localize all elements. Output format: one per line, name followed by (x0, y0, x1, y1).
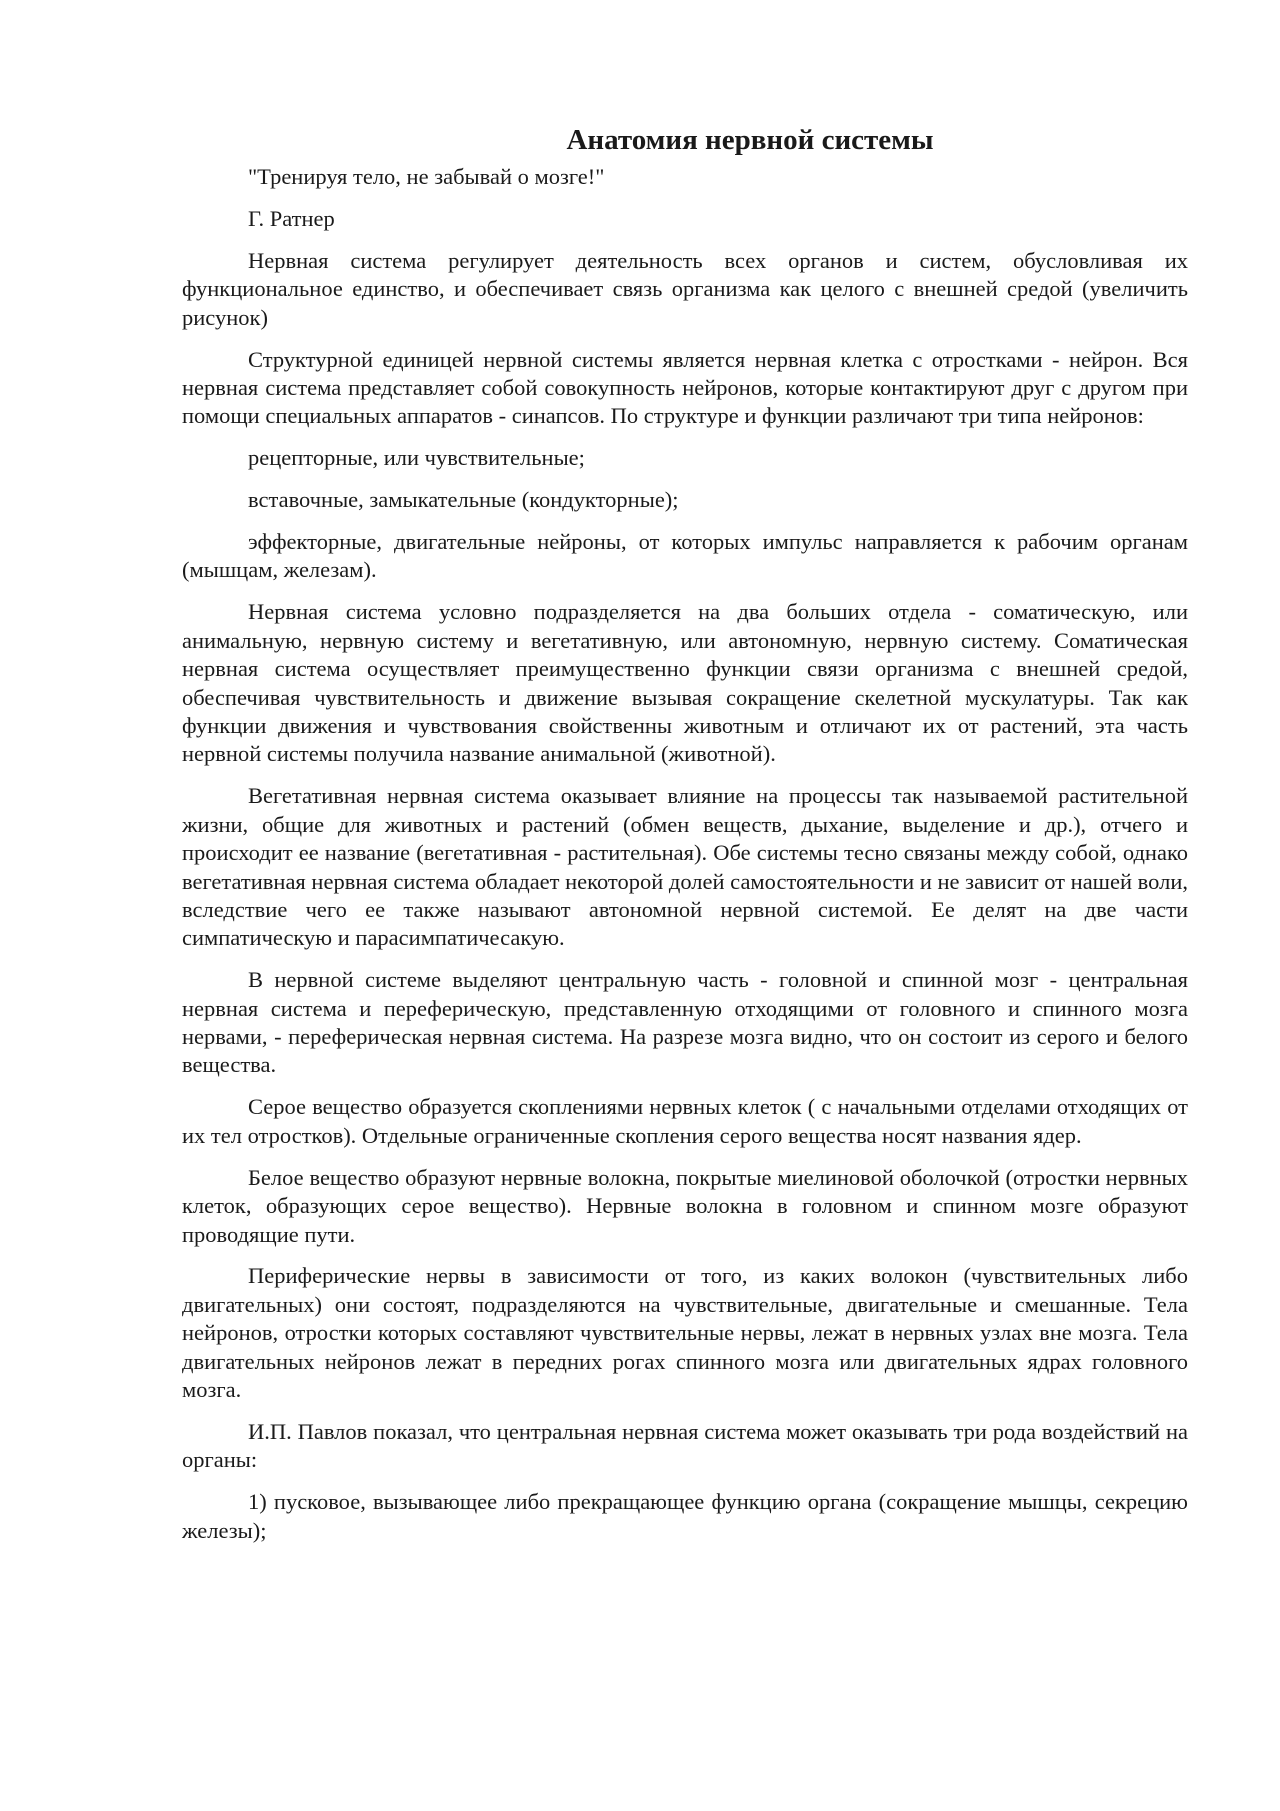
list-item: вставочные, замыкательные (кондукторные); (248, 487, 679, 513)
epigraph-quote: "Тренируя тело, не забывай о мозге!" (248, 164, 605, 189)
document-page (182, 122, 1188, 1559)
paragraph: Нервная система условно подразделяется на два больших отдела - соматическую, или анимальную, нервную систему и вегетативную, или автономную, нервную систему. Соматическая нервная система осуществляет преимущественно функции связи организма с внешней средой, обеспечивая чувствительность и движение вызывая сокращение скелетной мускулатуры. Так как функции движения и чувствования свойственны животным и отличают их от растений, эта часть нервной системы получила название анимальной (животной). (182, 599, 1188, 767)
list-item: 1) пусковое, вызывающее либо прекращающее функцию органа (сокращение мышцы, секрецию железы); (182, 1489, 1188, 1543)
paragraph: Нервная система регулирует деятельность всех органов и систем, обусловливая их функциональное единство, и обеспечивает связь организма как целого с внешней средой (увеличить рисунок) (182, 247, 1188, 330)
paragraph: Структурной единицей нервной системы является нервная клетка с отростками - нейрон. Вся нервная система представляет собой совокупность нейронов, которые контактируют друг с другом при помощи специальных аппаратов - синапсов. По структуре и функции различают три типа нейронов: (182, 346, 1188, 429)
list-item: эффекторные, двигательные нейроны, от которых импульс направляется к рабочим органам (мышцам, железам). (182, 529, 1188, 583)
paragraph: Серое вещество образуется скоплениями нервных клеток ( с начальными отделами отходящих от их тел отростков). Отдельные ограниченные скопления серого вещества носят названия ядер. (182, 1094, 1188, 1148)
list-item: рецепторные, или чувствительные; (248, 445, 585, 471)
paragraph: В нервной системе выделяют центральную часть - головной и спинной мозг - центральная нервная система и переферическую, представленную отходящими от головного и спинного мозга нервами, - переферическая нервная система. На разрезе мозга видно, что он состоит из серого и белого вещества. (182, 967, 1188, 1078)
document-title: Анатомия нервной системы (566, 124, 934, 156)
paragraph: Вегетативная нервная система оказывает влияние на процессы так называемой растительной жизни, общие для животных и растений (обмен веществ, дыхание, выделение и др.), отчего и происходит ее название (вегетативная - растительная). Обе системы тесно связаны между собой, однако вегетативная нервная система обладает некоторой долей самостоятельности и не зависит от нашей воли, вследствие чего ее также называют автономной нервной системой. Ее делят на две части симпатическую и парасимпатичесакую. (182, 783, 1188, 951)
paragraph: И.П. Павлов показал, что центральная нервная система может оказывать три рода воздействий на органы: (182, 1418, 1188, 1473)
paragraph: Белое вещество образуют нервные волокна, покрытые миелиновой оболочкой (отростки нервных клеток, образующих серое вещество). Нервные волокна в головном и спинном мозге образуют проводящие пути. (182, 1164, 1188, 1247)
paragraph: Периферические нервы в зависимости от того, из каких волокон (чувствительных либо двигательных) они состоят, подразделяются на чувствительные, двигательные и смешанные. Тела нейронов, отростки которых составляют чувствительные нервы, лежат в нервных узлах вне мозга. Тела двигательных нейронов лежат в передних рогах спинного мозга или двигательных ядрах головного мозга. (182, 1263, 1188, 1403)
epigraph-author: Г. Ратнер (248, 205, 335, 231)
